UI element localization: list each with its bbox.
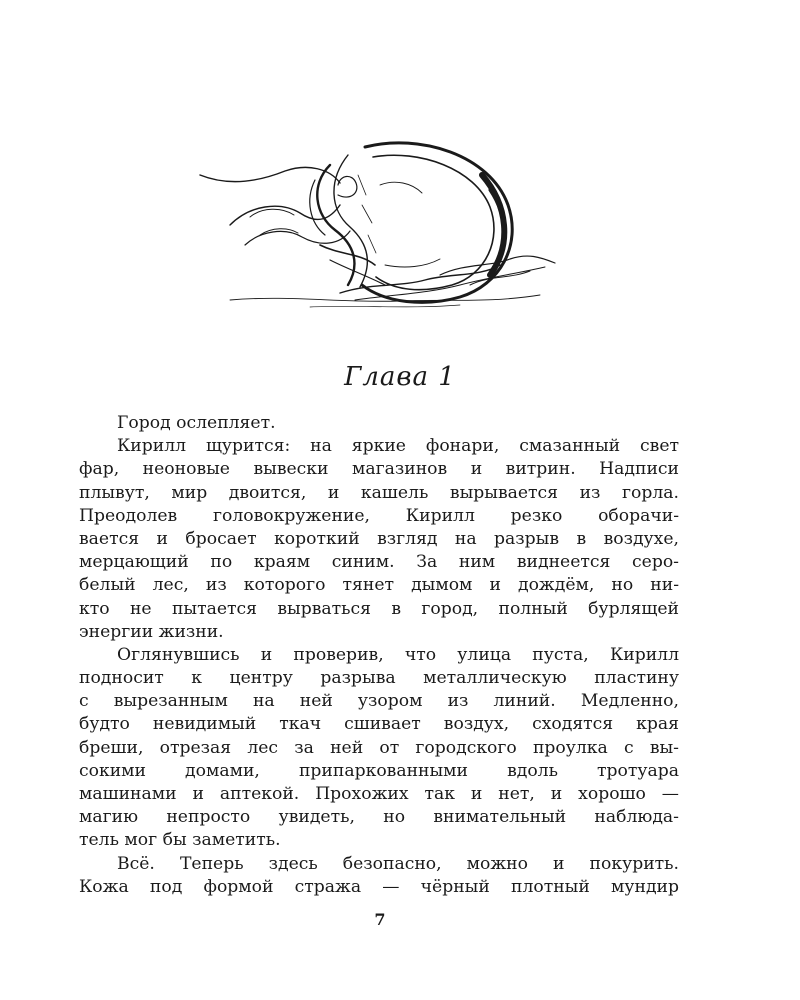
text-line: Оглянувшись и проверив, что улица пуста, Кирилл: [117, 644, 679, 665]
text-line: энергии жизни.: [79, 621, 224, 642]
text-line: кто не пытается вырваться в город, полный бурлящей: [79, 598, 679, 619]
text-line: сокими домами, припаркованными вдоль тротуара: [79, 760, 679, 781]
text-line: мерцающий по краям синим. За ним виднеется серо-: [79, 552, 679, 573]
crescent-moon-illustration: [190, 135, 570, 315]
text-line: Всё. Теперь здесь безопасно, можно и покурить.: [117, 853, 679, 874]
text-line: белый лес, из которого тянет дымом и дождём, но ни-: [79, 575, 679, 596]
text-line: Преодолев головокружение, Кирилл резко оборачи-: [79, 505, 679, 526]
text-line: с вырезанным на ней узором из линий. Медленно,: [79, 691, 679, 712]
text-line: подносит к центру разрыва металлическую пластину: [79, 668, 679, 689]
text-line: вается и бросает короткий взгляд на разрыв в воздухе,: [79, 528, 679, 549]
text-line: Кирилл щурится: на яркие фонари, смазанный свет: [117, 436, 679, 457]
page-number: 7: [374, 910, 386, 929]
text-line: фар, неоновые вывески магазинов и витрин. Надписи: [79, 459, 679, 480]
text-line: будто невидимый ткач сшивает воздух, сходятся края: [79, 714, 679, 735]
text-line: бреши, отрезая лес за ней от городского проулка с вы-: [79, 737, 679, 758]
text-line: плывут, мир двоится, и кашель вырывается из горла.: [79, 482, 679, 503]
text-line: Город ослепляет.: [117, 413, 276, 433]
text-line: Кожа под формой стража — чёрный плотный мундир: [79, 876, 679, 897]
text-line: тель мог бы заметить.: [79, 830, 281, 851]
text-line: магию непросто увидеть, но внимательный наблюда-: [79, 807, 679, 828]
chapter-title: Глава 1: [344, 362, 456, 392]
body-text: [79, 412, 679, 899]
text-line: машинами и аптекой. Прохожих так и нет, и хорошо —: [79, 784, 679, 804]
